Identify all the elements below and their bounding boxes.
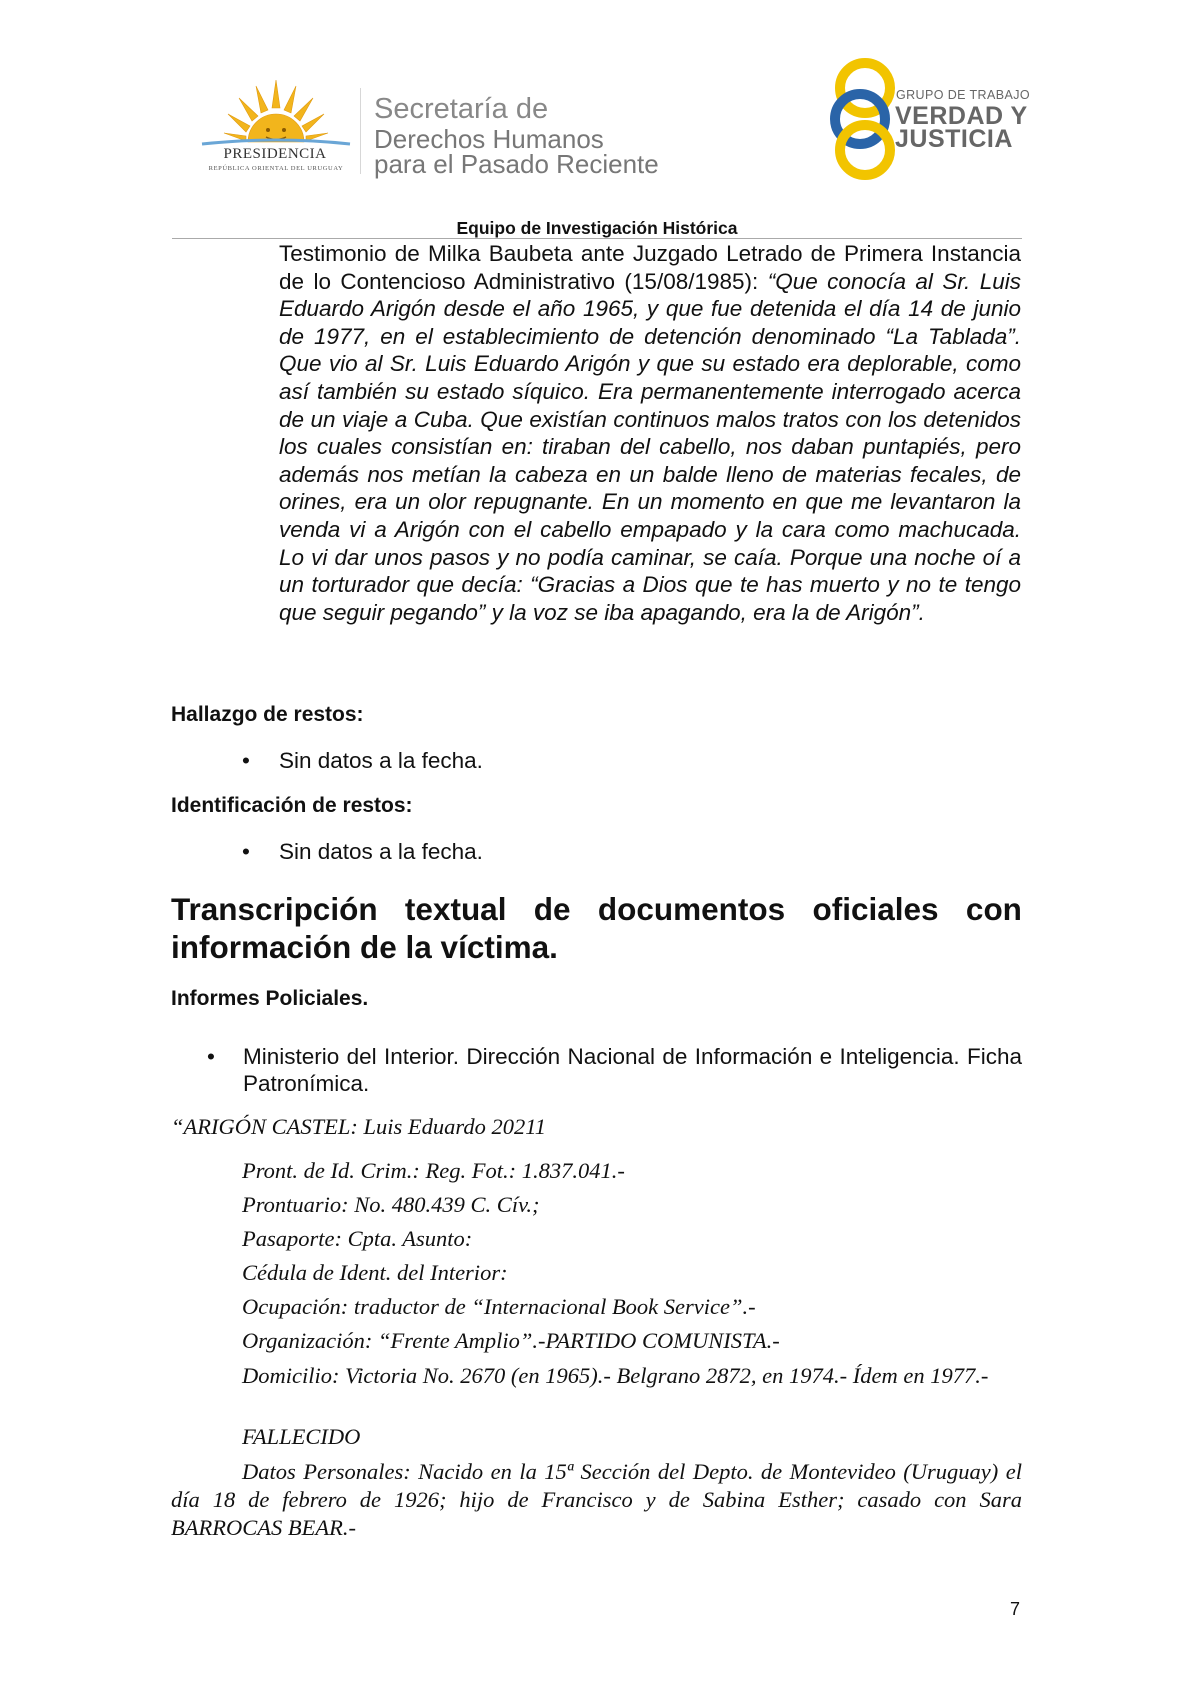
ficha-line: Pront. de Id. Crim.: Reg. Fot.: 1.837.041.-	[242, 1158, 625, 1183]
informes-bullet	[207, 1043, 1022, 1097]
presidencia-sun-emblem	[196, 78, 356, 178]
bullet-icon: •	[242, 839, 250, 864]
gt-subtitle: GRUPO DE TRABAJO	[896, 88, 1030, 102]
gt-title-line-1: VERDAD Y	[895, 102, 1028, 130]
ficha-fallecido: FALLECIDO	[242, 1424, 361, 1449]
informes-bullet-text: Ministerio del Interior. Dirección Nacional de Información e Inteligencia. Ficha Patronímica.	[243, 1044, 1022, 1096]
page-header	[0, 0, 1190, 240]
presidencia-subtitle: REPÚBLICA ORIENTAL DEL URUGUAY	[208, 165, 344, 172]
team-title: Equipo de Investigación Histórica	[456, 218, 738, 238]
section-title-word: textual	[404, 891, 507, 927]
section-title-word: Transcripción	[171, 891, 378, 927]
identificacion-bullet-text: Sin datos a la fecha.	[279, 839, 483, 864]
ficha-name-line: “ARIGÓN CASTEL: Luis Eduardo 20211	[171, 1114, 547, 1139]
hallazgo-bullet-text: Sin datos a la fecha.	[279, 748, 483, 773]
testimony-intro: Testimonio de Milka Baubeta ante Juzgado Letrado de Primera Instancia de lo Contencioso Administrativo (15/08/1985):	[279, 241, 1021, 294]
presidencia-name: PRESIDENCIA	[223, 146, 327, 162]
gt-title-line-2: JUSTICIA	[895, 125, 1013, 153]
section-title-line-2: información de la víctima.	[171, 929, 558, 965]
informes-heading: Informes Policiales.	[171, 987, 369, 1010]
header-rule	[172, 238, 1022, 239]
bullet-icon: •	[242, 748, 250, 773]
bullet-icon: •	[207, 1044, 215, 1069]
section-title-line-1	[171, 890, 1022, 928]
hallazgo-heading: Hallazgo de restos:	[171, 703, 364, 726]
page-number: 7	[1010, 1599, 1021, 1619]
ficha-line: Prontuario: No. 480.439 C. Cív.;	[242, 1192, 540, 1217]
header-divider	[360, 88, 361, 174]
identificacion-heading: Identificación de restos:	[171, 794, 413, 817]
testimony-quote: “Que conocía al Sr. Luis Eduardo Arigón desde el año 1965, y que fue detenida el día 14 de junio de 1977, en el establecimiento de detención denominado “La Tablada”. Que vio al Sr. Luis Eduardo Arigón y que su estado era deplorable, como así también su estado síquico. Era permanentemente interrogado acerca de un viaje a Cuba. Que existían continuos malos tratos con los detenidos los cuales consistían en: tiraban del cabello, nos daban puntapiés, pero además nos metían la cabeza en un balde lleno de materias fecales, de orines, era un olor repugnante. En un momento en que me levantaron la venda vi a Arigón con el cabello empapado y la cara como machucada. Lo vi dar unos pasos y no podía caminar, se caía. Porque una noche oí a un torturador que decía: “Gracias a Dios que te has muerto y no te tengo que seguir pegando” y la voz se iba apagando, era la de Arigón”.	[279, 268, 1021, 625]
testimony-paragraph	[279, 240, 1021, 626]
section-title	[171, 890, 1022, 966]
ficha-datos-personales: Datos Personales: Nacido en la 15ª Sección del Depto. de Montevideo (Uruguay) el día 18 de febrero de 1926; hijo de Francisco y de Sabina Esther; casado con Sara BARROCAS BEAR.-	[171, 1459, 1022, 1540]
ficha-line: Ocupación: traductor de “Internacional Book Service”.-	[242, 1294, 756, 1319]
section-title-word: de	[533, 891, 571, 927]
ficha-domicilio: Domicilio: Victoria No. 2670 (en 1965).- Belgrano 2872, en 1974.- Ídem en 1977.-	[242, 1363, 989, 1388]
secretaria-line-1: Secretaría de	[374, 93, 549, 125]
section-title-word: con	[965, 891, 1022, 927]
ficha-line: Cédula de Ident. del Interior:	[242, 1260, 508, 1285]
secretaria-line-3: para el Pasado Reciente	[374, 149, 659, 179]
section-title-word: documentos	[597, 891, 786, 927]
ficha-line: Pasaporte: Cpta. Asunto:	[242, 1226, 473, 1251]
secretaria-line-2: Derechos Humanos	[374, 124, 604, 154]
section-title-word: oficiales	[812, 891, 939, 927]
ficha-line: Organización: “Frente Amplio”.-PARTIDO COMUNISTA.-	[242, 1328, 780, 1353]
